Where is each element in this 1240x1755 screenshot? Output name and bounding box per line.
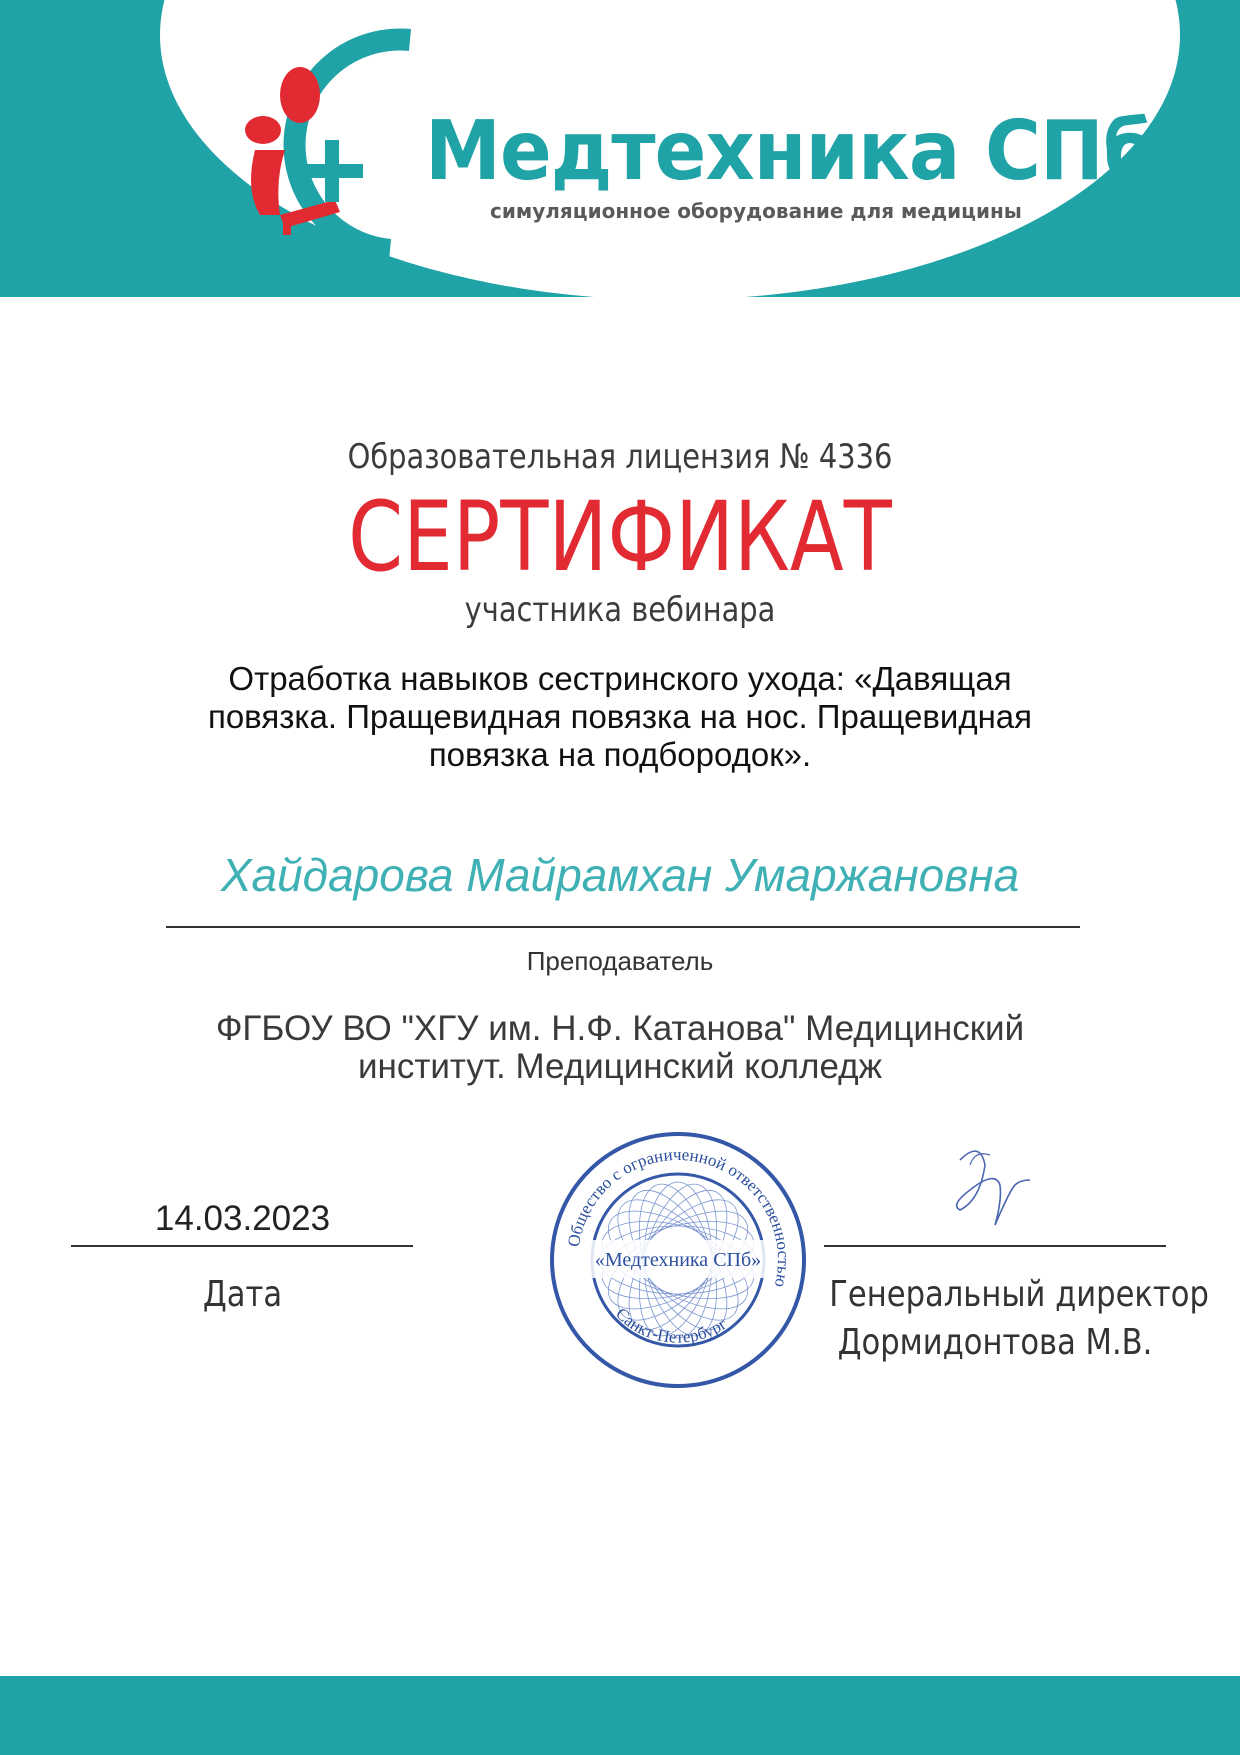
participant-role: Преподаватель xyxy=(526,946,714,976)
brand-name: Медтехника СПб xyxy=(425,104,1156,199)
company-stamp xyxy=(548,1130,808,1390)
name-underline xyxy=(166,926,1080,928)
stamp-outer-text: Общество с ограниченной ответственностью xyxy=(563,1144,794,1289)
stamp-bottom-text: Санкт-Петербург xyxy=(612,1304,731,1347)
date-underline xyxy=(71,1245,413,1247)
brand-tagline: симуляционное оборудование для медицины xyxy=(490,199,1022,223)
license-number: Образовательная лицензия № 4336 xyxy=(347,437,893,477)
director-name: Дормидонтова М.В. xyxy=(837,1322,1153,1363)
date-label: Дата xyxy=(202,1274,283,1315)
stamp-center-text: «Медтехника СПб» xyxy=(594,1249,762,1271)
logo-emblem-icon xyxy=(205,0,445,300)
participant-name: Хайдарова Майрамхан Умаржановна xyxy=(220,849,1020,901)
webinar-topic: Отработка навыков сестринского ухода: «Давящая повязка. Пращевидная повязка на нос. Пращевидная повязка на подбородок». xyxy=(207,660,1033,773)
institution-name: ФГБОУ ВО "ХГУ им. Н.Ф. Катанова" Медицинский институт. Медицинский колледж xyxy=(215,1009,1025,1086)
date-value: 14.03.2023 xyxy=(154,1199,331,1238)
director-underline xyxy=(824,1245,1166,1247)
certificate-subtitle: участника вебинара xyxy=(464,590,776,630)
footer-band xyxy=(0,1676,1240,1755)
signature-icon xyxy=(940,1130,1040,1240)
director-title: Генеральный директор xyxy=(829,1274,1209,1315)
certificate-title: СЕРТИФИКАТ xyxy=(348,481,892,593)
